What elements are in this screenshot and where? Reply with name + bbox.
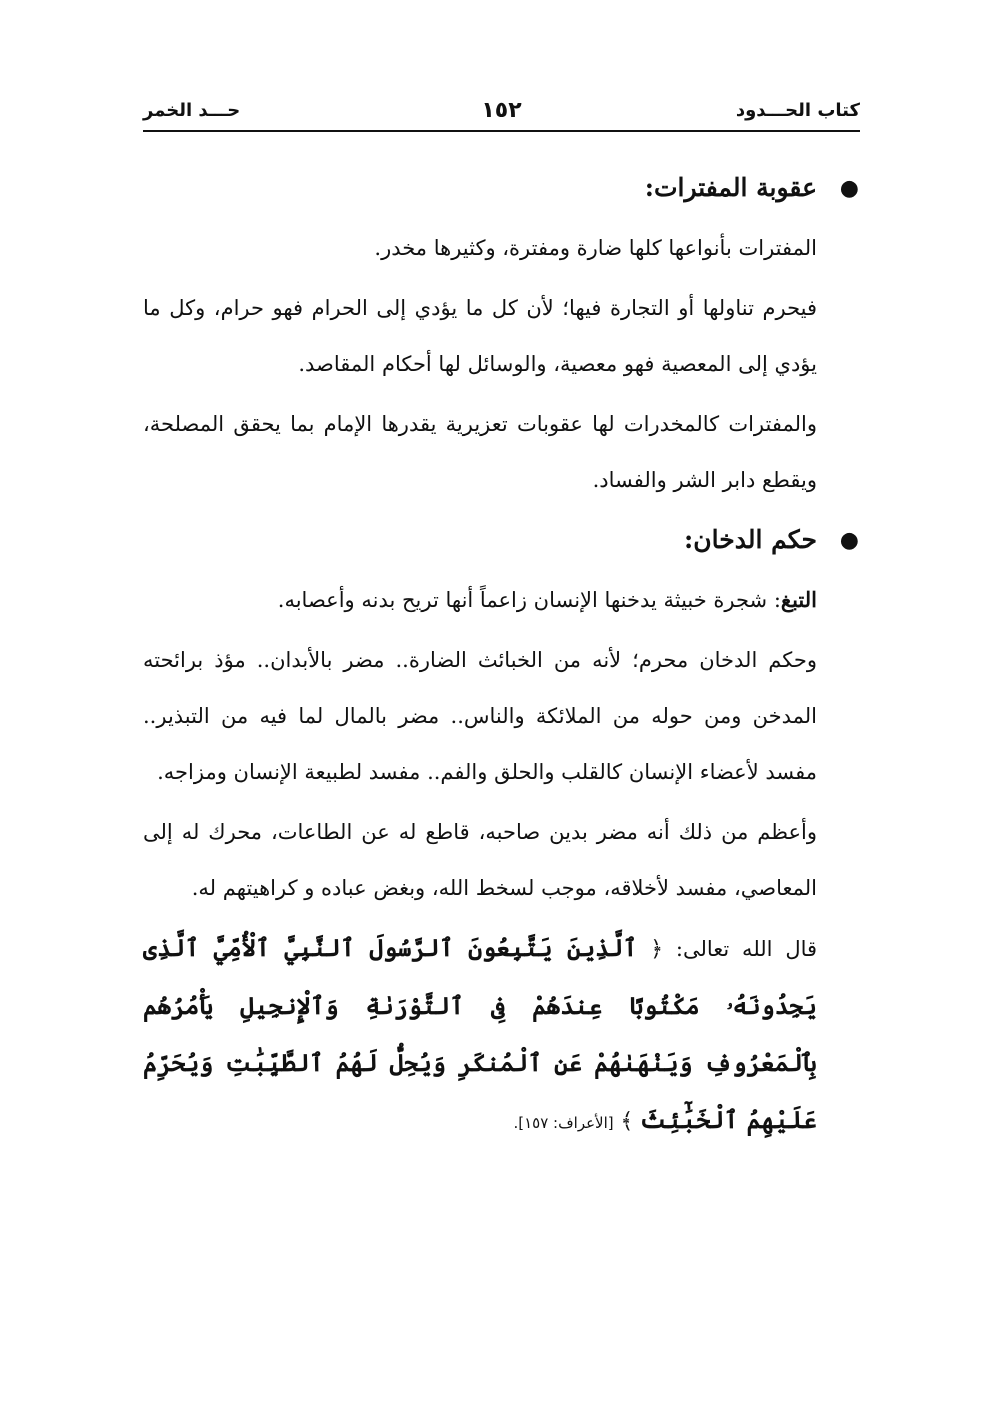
definition-text: : شجرة خبيثة يدخنها الإنسان زاعماً أنها تريح بدنه وأعصابه.	[277, 588, 781, 612]
ornate-bracket-close: ﴾	[620, 1109, 634, 1134]
bullet-icon: ●	[839, 527, 859, 553]
paragraph: وحكم الدخان محرم؛ لأنه من الخبائث الضارة.. مضر بالأبدان.. مؤذ برائحته المدخن ومن حوله من الملائكة والناس.. مضر بالمال لما فيه من التبذير.. مفسد لأعضاء الإنسان كالقلب والحلق والفم.. مفسد لطبيعة الإنسان ومزاجه.	[143, 648, 817, 784]
verse-reference: [الأعراف: ١٥٧].	[513, 1114, 614, 1132]
section-heading-narcotics-penalty	[143, 160, 859, 220]
section-heading-text: حكم الدخان:	[684, 525, 817, 554]
page-body	[143, 160, 859, 1155]
section-heading-text: عقوبة المفترات:	[644, 173, 817, 202]
section-heading-smoking-ruling	[143, 512, 859, 572]
quote-intro: قال الله تعالى:	[663, 937, 818, 961]
bullet-icon: ●	[839, 175, 859, 201]
chapter-title: حـــد الخمر	[143, 100, 241, 121]
paragraph: المفترات بأنواعها كلها ضارة ومفترة، وكثيرها مخدر.	[374, 236, 817, 260]
paragraph: فيحرم تناولها أو التجارة فيها؛ لأن كل ما يؤدي إلى الحرام فهو حرام، وكل ما يؤدي إلى المعصية فهو معصية، والوسائل لها أحكام المقاصد.	[143, 296, 817, 376]
quran-verse-text: ٱلَّذِينَ يَتَّبِعُونَ ٱلرَّسُولَ ٱلنَّبِيَّ ٱلْأُمِّيَّ ٱلَّذِى يَجِدُونَهُۥ مَكْتُوبًا عِندَهُمْ فِى ٱلتَّوْرَىٰةِ وَٱلْإِنجِيلِ يَأْمُرُهُم بِٱلْمَعْرُوفِ وَيَنْهَىٰهُمْ عَنِ ٱلْمُنكَرِ وَيُحِلُّ لَهُمُ ٱلطَّيِّبَٰتِ وَيُحَرِّمُ عَلَيْهِمُ ٱلْخَبَٰٓئِثَ	[143, 933, 817, 1134]
definition-paragraph	[143, 572, 817, 628]
running-header	[143, 96, 860, 132]
ornate-bracket-open: ﴿	[650, 937, 664, 962]
page-number: ١٥٢	[481, 98, 522, 123]
definition-term: التبغ	[780, 587, 817, 612]
book-title: كتاب الحـــدود	[735, 100, 860, 121]
quran-quote	[143, 920, 817, 1151]
paragraph: وأعظم من ذلك أنه مضر بدين صاحبه، قاطع له عن الطاعات، محرك له إلى المعاصي، مفسد لأخلاقه، موجب لسخط الله، وبغض عباده و كراهيتهم له.	[143, 820, 817, 900]
paragraph: والمفترات كالمخدرات لها عقوبات تعزيرية يقدرها الإمام بما يحقق المصلحة، ويقطع دابر الشر والفساد.	[143, 412, 817, 492]
